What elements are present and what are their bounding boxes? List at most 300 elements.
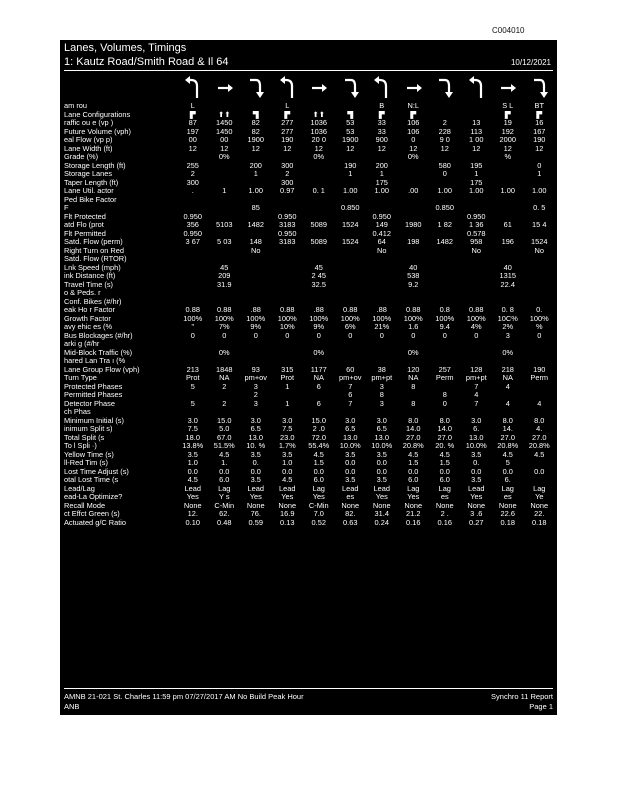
cell-nbl [366, 196, 398, 205]
cell-wbl: 3183 [279, 238, 296, 246]
cell-ebl: 12. [187, 510, 198, 518]
cell-wbt: 55.4% [308, 442, 330, 450]
cell-wbr: 3.0 [345, 416, 356, 425]
cell-sbt: 4 [505, 382, 510, 391]
cell-sbl: pm+pt [465, 374, 487, 382]
cell-sbt [492, 162, 524, 171]
cell-wbl: 3183 [279, 221, 296, 229]
cell-ebt: C-Min [214, 501, 235, 510]
cell-ebr: 85 [251, 204, 260, 212]
cell-wbl [272, 289, 304, 298]
cell-nbt: 0 [411, 331, 416, 340]
cell-wbr: ▜ [347, 110, 354, 119]
cell-wbt [303, 247, 335, 256]
cell-ebl: " [191, 323, 195, 331]
cell-ebl: None [183, 501, 202, 510]
cell-wbl [272, 153, 304, 162]
cell-sbl: 0.0 [471, 467, 482, 476]
cell-ebt: 5.0 [219, 425, 230, 433]
cell-nbt [398, 179, 430, 188]
cell-ebr: ▜ [252, 110, 259, 119]
cell-nbl: 3 [379, 382, 384, 391]
through-arrow-icon [404, 74, 424, 100]
cell-nbl: 3.5 [376, 476, 387, 484]
cell-nbt [398, 298, 430, 307]
table-row [64, 170, 555, 179]
cell-sbr: 1524 [531, 238, 548, 246]
cell-nbl: 38 [377, 365, 386, 374]
cell-nbt: 27.0 [406, 433, 421, 442]
cell-sbr [524, 213, 556, 222]
cell-ebr: 200 [249, 161, 262, 170]
table-row [64, 111, 555, 120]
cell-ebr: 3.0 [250, 416, 261, 425]
cell-wbt: Lag [312, 484, 325, 493]
cell-wbl [272, 204, 304, 213]
cell-sbr: 0. 5 [533, 204, 546, 212]
cell-wbt: NA [313, 374, 324, 382]
cell-wbt: 32.5 [311, 280, 326, 289]
cell-ebl: 5 [190, 382, 195, 391]
row-label: ll-Red Tim (s) [64, 459, 108, 467]
cell-sbt: 20.8% [497, 442, 519, 450]
cell-ebl [177, 357, 209, 366]
cell-wbt: 4.5 [313, 450, 324, 459]
cell-nbt [398, 170, 430, 179]
cell-nbl [366, 298, 398, 307]
cell-nbr: 100% [435, 314, 455, 323]
cell-wbr: 6% [344, 323, 356, 331]
cell-nbt: 0.88 [406, 306, 421, 314]
cell-wbr: 60 [346, 365, 355, 374]
cell-ebt [209, 230, 241, 239]
cell-nbr [429, 153, 461, 162]
cell-ebt: 0.88 [217, 306, 232, 314]
cell-wbt [303, 357, 335, 366]
row-label: F [64, 204, 69, 212]
row-label: avy ehic es (% [64, 323, 113, 331]
row-label: Minimum Initial (s) [64, 416, 124, 425]
cell-sbl: 10.0% [465, 442, 487, 450]
table-row [64, 459, 555, 468]
row-label: raffic ou e (vp ) [64, 119, 114, 127]
table-row [64, 485, 555, 494]
table-row [64, 425, 555, 434]
cell-sbr: 0 [537, 161, 542, 170]
cell-nbl [366, 264, 398, 273]
cell-sbr: No [534, 246, 544, 255]
cell-sbr: Perm [530, 374, 549, 382]
cell-nbt: Yes [407, 493, 420, 501]
footer-project-info: AMNB 21-021 St. Charles 11:59 pm 07/27/2017 AM No Build Peak Hour [64, 692, 304, 701]
cell-nbl: ▛ [378, 110, 385, 119]
cell-nbr [429, 281, 461, 290]
cell-sbl: 3.5 [471, 450, 482, 459]
cell-sbr: 4. [536, 425, 543, 433]
table-row [64, 391, 555, 400]
cell-sbr [524, 383, 556, 392]
cell-sbr: 190 [533, 365, 546, 374]
cell-sbt: 2% [502, 323, 514, 331]
cell-wbr: 3.5 [345, 450, 356, 459]
row-label: Lane Width (ft) [64, 144, 113, 153]
cell-nbl: B [379, 102, 385, 110]
cell-ebt: 0.48 [217, 518, 232, 527]
cell-nbt: 120 [407, 365, 420, 374]
cell-wbt [303, 408, 335, 417]
row-label: Travel Time (s) [64, 280, 113, 289]
cell-ebl [177, 289, 209, 298]
cell-sbr: Ye [535, 493, 544, 501]
cell-sbt: 61 [503, 221, 512, 229]
cell-ebr: 3 [253, 382, 258, 391]
cell-wbt: 0% [313, 348, 325, 357]
cell-sbr [524, 349, 556, 358]
cell-wbt [303, 102, 335, 111]
cell-wbl: 12 [283, 144, 292, 153]
cell-sbr: 12 [535, 144, 544, 153]
cell-ebr: 100% [246, 314, 266, 323]
table-row [64, 264, 555, 273]
cell-ebt: 5 03 [217, 238, 232, 246]
cell-ebr: 3 [253, 399, 258, 408]
cell-sbt: 0.0 [502, 467, 513, 476]
cell-sbl: No [471, 246, 481, 255]
cell-wbr: 7 [348, 399, 353, 408]
cell-nbr: 0 [442, 331, 447, 340]
cell-nbt: 1.5 [408, 459, 419, 467]
cell-wbt [303, 340, 335, 349]
cell-ebt: 45 [220, 263, 229, 272]
row-label: Storage Length (ft) [64, 161, 126, 170]
row-label: Lane Group Flow (vph) [64, 365, 140, 374]
cell-sbt [492, 230, 524, 239]
cell-nbt: None [404, 501, 423, 510]
cell-ebl: 3 67 [185, 238, 200, 246]
cell-nbr: 6.0 [439, 476, 450, 484]
cell-sbt [492, 357, 524, 366]
cell-nbl [366, 255, 398, 264]
cell-nbt: Lag [407, 484, 420, 493]
cell-sbt: 19 [503, 119, 512, 127]
cell-sbt [492, 408, 524, 417]
cell-wbr: 1900 [342, 136, 359, 144]
intersection-name: 1: Kautz Road/Smith Road & Il 64 [64, 56, 229, 68]
cell-ebl [177, 153, 209, 162]
cell-sbl: 100% [466, 314, 486, 323]
cell-ebr: No [251, 246, 261, 255]
cell-ebr [240, 357, 272, 366]
cell-ebr: 12 [251, 144, 260, 153]
cell-wbl [272, 349, 304, 358]
cell-wbl: 277 [281, 119, 294, 127]
cell-sbl: 6. [473, 425, 480, 433]
table-row [64, 102, 555, 111]
cell-nbl: 100% [372, 314, 392, 323]
cell-sbl [461, 298, 493, 307]
cell-sbl: 0.27 [469, 518, 484, 527]
cell-sbl: 0.578 [467, 229, 486, 238]
row-label: Lane Configurations [64, 110, 131, 119]
cell-wbr: 82. [345, 510, 356, 518]
cell-ebt: 2 [222, 399, 227, 408]
cell-wbr: 53 [346, 127, 355, 136]
row-label: Lead/Lag [64, 484, 95, 493]
cell-sbr [524, 255, 556, 264]
cell-wbt: 15.0 [311, 416, 326, 425]
cell-ebt: 209 [218, 272, 231, 280]
cell-sbr [524, 298, 556, 307]
header-divider [64, 70, 553, 71]
table-row [64, 400, 555, 409]
cell-sbr [524, 357, 556, 366]
cell-sbt: 1.00 [500, 187, 515, 195]
row-label: Lane Util. actor [64, 187, 114, 195]
row-label: ink Distance (ft) [64, 272, 116, 280]
table-row [64, 179, 555, 188]
row-label: Storage Lanes [64, 170, 113, 178]
cell-sbr [524, 476, 556, 485]
cell-sbl: Yes [470, 493, 483, 501]
cell-ebl: 1.0 [187, 459, 198, 467]
cell-sbt [492, 196, 524, 205]
cell-wbr [335, 289, 367, 298]
cell-nbt [398, 340, 430, 349]
lane-timing-table [64, 102, 555, 527]
cell-wbt: 2 45 [311, 272, 326, 280]
cell-wbt: Yes [312, 493, 325, 501]
cell-nbr: Perm [435, 374, 454, 382]
cell-nbr: 580 [438, 161, 451, 170]
cell-nbr: 20. % [435, 442, 455, 450]
table-row [64, 119, 555, 128]
cell-wbl: 1.7% [278, 442, 296, 450]
cell-sbr: ▛ [536, 110, 543, 119]
cell-nbr [429, 255, 461, 264]
cell-wbl: 23.0 [280, 433, 295, 442]
cell-sbl: 128 [470, 365, 483, 374]
footer-software: Synchro 11 Report [491, 692, 553, 701]
cell-wbl [272, 247, 304, 256]
cell-ebt [209, 170, 241, 179]
cell-sbl: 0.950 [467, 212, 486, 221]
row-label: Bus Blockages (#/hr) [64, 331, 133, 340]
row-label: Lost Time Adjust (s) [64, 467, 129, 476]
cell-wbt [303, 230, 335, 239]
cell-sbl [461, 349, 493, 358]
cell-nbr: es [440, 493, 449, 501]
cell-nbr: 257 [438, 365, 451, 374]
cell-nbl: 3 [379, 399, 384, 408]
cell-sbt: 6. [504, 476, 511, 484]
cell-wbr: 0.0 [345, 467, 356, 476]
cell-wbl: 10% [279, 323, 295, 331]
cell-wbl [272, 408, 304, 417]
cell-nbl: 6.5 [376, 425, 387, 433]
cell-wbl [272, 340, 304, 349]
cell-nbt: 0.16 [406, 518, 421, 527]
right-turn-arrow-icon [530, 74, 550, 100]
cell-wbl [272, 298, 304, 307]
cell-nbr [429, 349, 461, 358]
cell-wbl [272, 272, 304, 281]
table-row [64, 204, 555, 213]
cell-wbr: 6.5 [345, 425, 356, 433]
cell-sbr [524, 281, 556, 290]
cell-ebr [240, 153, 272, 162]
cell-ebl: 18.0 [185, 433, 200, 442]
cell-nbr: Lag [438, 484, 451, 493]
cell-nbl: .88 [376, 306, 387, 314]
cell-ebl [177, 391, 209, 400]
cell-sbl [461, 340, 493, 349]
cell-sbr [524, 340, 556, 349]
cell-ebt [209, 247, 241, 256]
cell-nbr: 1.5 [439, 459, 450, 467]
cell-wbl: 3.5 [282, 450, 293, 459]
cell-wbt: 0.52 [311, 518, 326, 527]
cell-wbl: 2 [285, 170, 290, 178]
cell-sbl: 4 [474, 391, 479, 399]
cell-ebr: 82 [251, 119, 260, 127]
cell-ebl [177, 349, 209, 358]
cell-ebr: 82 [251, 127, 260, 136]
cell-sbr [524, 179, 556, 188]
cell-ebt: 1450 [216, 127, 233, 136]
cell-wbr: 7 [348, 382, 353, 391]
cell-sbt: 12 [503, 144, 512, 153]
cell-sbl: 1 36 [469, 221, 484, 229]
cell-ebl: Prot [185, 374, 200, 382]
cell-wbr: 1524 [342, 238, 359, 246]
row-label: ead-La Optimize? [64, 493, 123, 501]
cell-nbl: 13.0 [374, 433, 389, 442]
cell-nbl: 0.0 [376, 467, 387, 476]
cell-sbt: 1315 [499, 272, 516, 280]
cell-nbr: 9.4 [439, 323, 450, 331]
cell-ebl: 255 [186, 161, 199, 170]
cell-nbl: 31.4 [374, 510, 389, 518]
cell-nbr [429, 289, 461, 298]
cell-sbr: 4 [537, 399, 542, 408]
cell-nbt: 538 [407, 272, 420, 280]
cell-wbl: 300 [281, 178, 294, 187]
cell-nbl: No [377, 246, 387, 255]
cell-sbr: None [530, 501, 549, 510]
cell-wbr: 1.00 [343, 187, 358, 195]
cell-sbl: Lead [468, 484, 485, 493]
cell-sbt [492, 298, 524, 307]
cell-sbt: 10C% [497, 314, 518, 323]
cell-nbt [398, 196, 430, 205]
cell-ebr: Lead [247, 484, 264, 493]
cell-ebr: 1900 [247, 136, 264, 144]
cell-wbl: 0 [285, 331, 290, 340]
cell-nbt: 4.5 [408, 450, 419, 459]
cell-ebl: 3.0 [187, 416, 198, 425]
cell-wbr [335, 213, 367, 222]
cell-wbr [335, 408, 367, 417]
cell-sbl: 3.5 [471, 476, 482, 484]
cell-nbl: 8 [379, 391, 384, 399]
cell-wbt [303, 162, 335, 171]
cell-wbl: 277 [281, 127, 294, 136]
right-turn-arrow-icon [341, 74, 361, 100]
cell-ebl [177, 281, 209, 290]
cell-nbl: 12 [377, 144, 386, 153]
cell-sbr [524, 230, 556, 239]
cell-sbr [524, 459, 556, 468]
cell-wbt: 1036 [310, 119, 327, 127]
table-row [64, 187, 555, 196]
right-turn-arrow-icon [246, 74, 266, 100]
cell-wbl: 0.950 [278, 229, 297, 238]
cell-ebr: 1482 [247, 221, 264, 229]
row-label: Actuated g/C Ratio [64, 518, 127, 527]
cell-ebt: 00 [220, 136, 229, 144]
table-row [64, 323, 555, 332]
report-header [64, 42, 553, 72]
cell-ebt: 1. [221, 459, 228, 467]
cell-ebt: 4.5 [219, 450, 230, 459]
cell-ebt: 15.0 [217, 416, 232, 425]
table-row [64, 451, 555, 460]
cell-wbl [272, 357, 304, 366]
through-arrow-icon [309, 74, 329, 100]
row-label: Flt Permitted [64, 229, 106, 238]
cell-ebt: 0.0 [219, 467, 230, 476]
cell-ebt: 6.0 [219, 476, 230, 484]
cell-sbr [524, 289, 556, 298]
cell-nbl: 0.412 [372, 229, 391, 238]
table-row [64, 510, 555, 519]
cell-wbt: 6.0 [313, 476, 324, 484]
cell-wbt: 0% [313, 153, 325, 161]
cell-wbr: 10.0% [339, 442, 361, 450]
cell-nbl [366, 408, 398, 417]
cell-nbt: 0% [407, 153, 419, 161]
cell-wbr: es [346, 493, 355, 501]
cell-ebt: 5103 [216, 221, 233, 229]
table-row [64, 230, 555, 239]
cell-sbl: 958 [470, 238, 483, 246]
cell-ebl: 100% [183, 314, 203, 323]
cell-ebl [177, 408, 209, 417]
table-row [64, 374, 555, 383]
table-row [64, 357, 555, 366]
cell-wbl: 100% [277, 314, 297, 323]
cell-wbr: 190 [344, 161, 357, 170]
cell-sbr: 0.18 [532, 518, 547, 527]
cell-sbt [492, 340, 524, 349]
cell-sbt: 3 [505, 331, 510, 340]
cell-sbt [492, 170, 524, 179]
cell-nbl: 175 [375, 178, 388, 187]
cell-sbl: 3.0 [471, 416, 482, 425]
cell-nbt: 8 [411, 399, 416, 408]
cell-ebl: 87 [188, 119, 197, 127]
cell-nbr [429, 102, 461, 111]
cell-wbt: 6 [316, 382, 321, 391]
cell-nbl [366, 281, 398, 290]
row-label: eak Ho r Factor [64, 306, 115, 314]
cell-sbl: 0 [474, 331, 479, 340]
cell-nbr [429, 247, 461, 256]
row-label: Growth Factor [64, 314, 111, 323]
cell-nbt: 0 [411, 136, 416, 144]
cell-ebl [177, 196, 209, 205]
cell-nbt [398, 289, 430, 298]
